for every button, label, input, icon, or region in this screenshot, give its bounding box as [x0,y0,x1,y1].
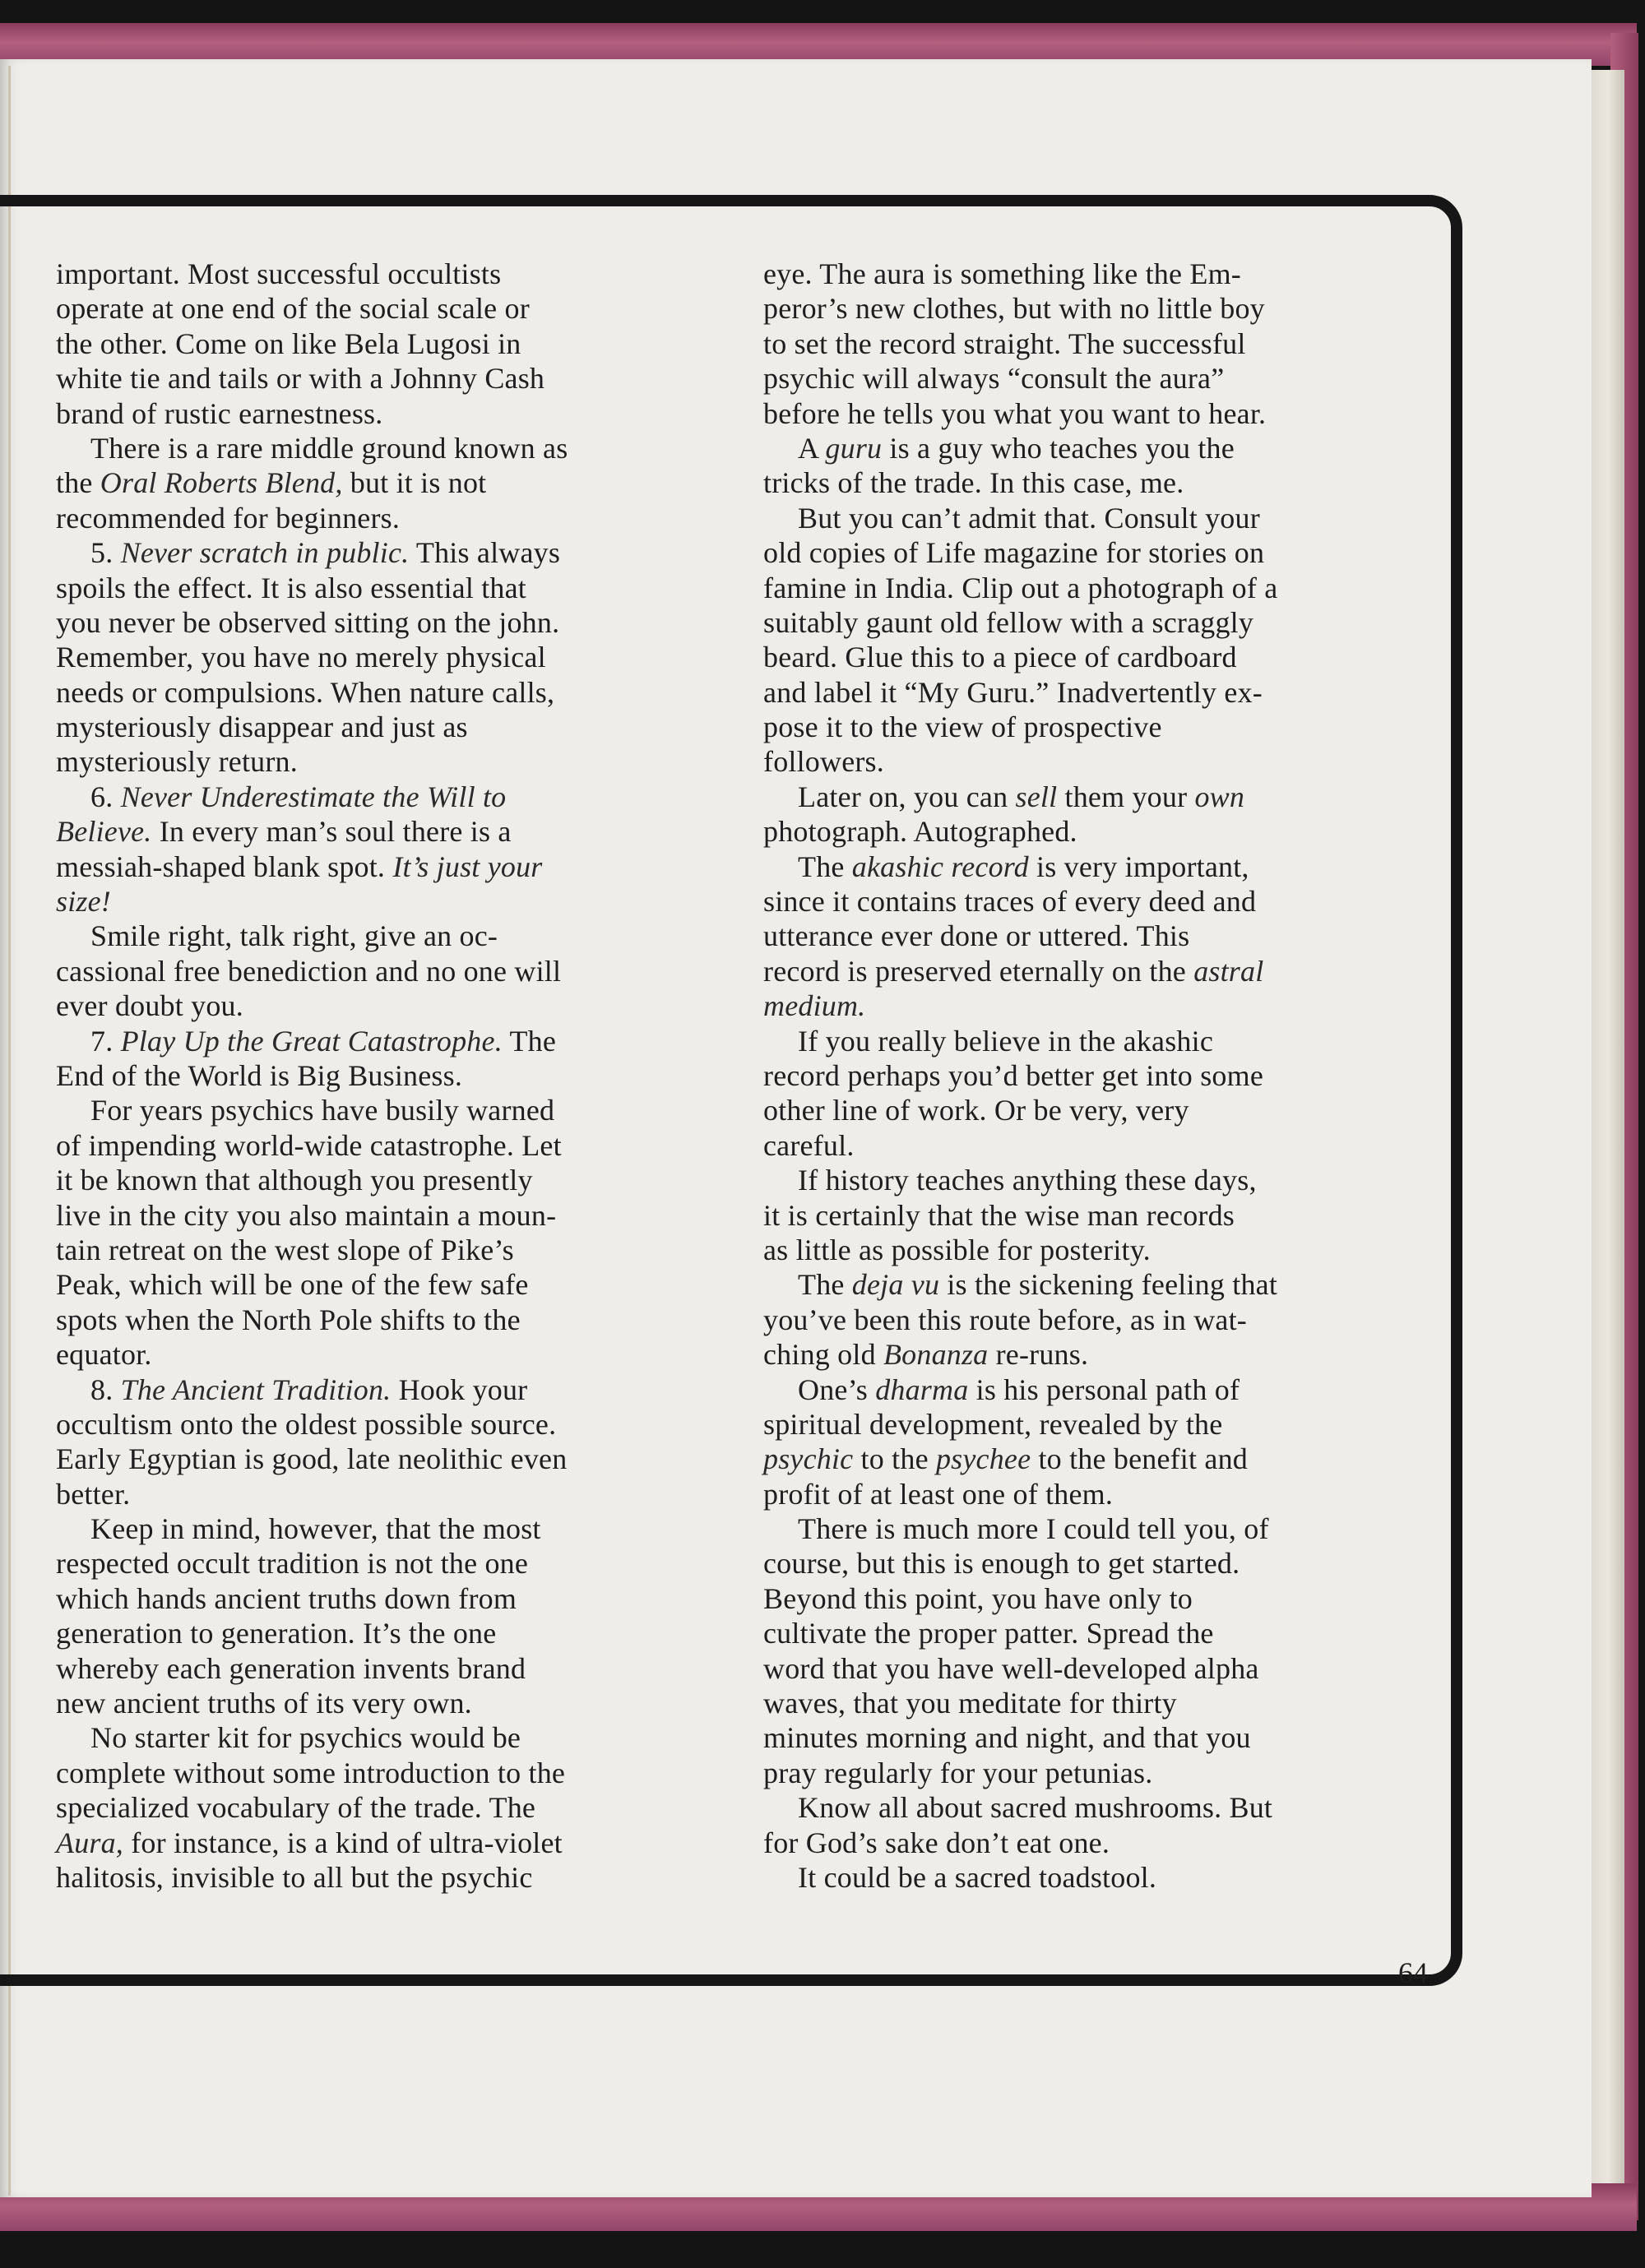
text-line [56,675,714,710]
text-line [763,535,1421,570]
text-line [763,1756,1421,1790]
text-segment: No starter kit for psychics would be [90,1721,521,1755]
text-segment: to set the record straight. The successful [763,326,1246,360]
text-segment: brand of rustic earnestness. [56,396,383,430]
text-line [56,1407,714,1442]
text-segment: beard. Glue this to a piece of cardboard [763,641,1237,674]
text-line [56,954,714,988]
text-segment: the other. Come on like Bela Lugosi in [56,326,521,360]
text-segment: record is preserved eternally on the [763,954,1194,988]
text-line [56,1686,714,1720]
italic-text: The Ancient Tradition. [120,1372,392,1406]
left-text-column [56,257,714,1895]
text-segment: End of the World is Big Business. [56,1058,463,1092]
text-line [56,1442,714,1476]
text-segment: spots when the North Pole shifts to the [56,1303,521,1336]
text-line [763,1546,1421,1581]
text-segment: utterance ever done or uttered. This [763,919,1190,953]
text-segment: Beyond this point, you have only to [763,1581,1193,1615]
text-line [56,1720,714,1755]
text-segment: 8. [90,1372,121,1406]
text-segment: The [798,849,852,883]
text-segment: If history teaches anything these days, [798,1164,1257,1197]
text-line [56,1651,714,1686]
text-line [763,1303,1421,1337]
text-line [56,1477,714,1511]
text-line [763,257,1421,291]
text-line [56,1093,714,1127]
text-segment: ching old [763,1338,883,1372]
text-line [56,849,714,884]
text-line [56,1756,714,1790]
text-segment: of impending world-wide catastrophe. Let [56,1128,562,1162]
text-segment: famine in India. Clip out a photograph of a [763,571,1278,604]
text-line [56,1511,714,1546]
text-segment: to the [853,1442,936,1476]
text-line [56,988,714,1023]
text-line [56,1337,714,1372]
text-line [763,1337,1421,1372]
text-segment: them your [1057,780,1195,813]
italic-text: Believe. [56,815,152,849]
italic-text: size! [56,885,111,919]
text-line [56,571,714,605]
text-segment: equator. [56,1338,152,1372]
right-text-column [763,257,1421,1895]
text-line [56,1372,714,1407]
text-segment: ever doubt you. [56,989,243,1023]
text-segment: complete without some introduction to the [56,1756,566,1789]
text-segment: There is much more I could tell you, of [798,1512,1269,1546]
italic-text: Never Underestimate the Will to [120,780,507,813]
text-segment: The [798,1268,852,1302]
text-segment: mysteriously disappear and just as [56,710,468,744]
text-segment: Peak, which will be one of the few safe [56,1268,529,1302]
text-line [56,640,714,674]
text-segment: pose it to the view of prospective [763,710,1162,744]
text-segment: white tie and tails or with a Johnny Cash [56,362,545,396]
text-line [763,1790,1421,1825]
text-segment: The [502,1024,557,1058]
text-line [763,1477,1421,1511]
text-segment: One’s [798,1372,876,1406]
text-segment: In every man’s soul there is a [151,815,512,849]
text-segment: it be known that although you presently [56,1164,533,1197]
italic-text: psychic [763,1442,854,1476]
text-line [763,501,1421,535]
text-line [56,1860,714,1895]
italic-text: Bonanza [883,1338,989,1372]
text-line [56,1058,714,1093]
italic-text: sell [1015,780,1058,813]
text-segment: since it contains traces of every deed and [763,885,1257,919]
text-segment: specialized vocabulary of the trade. The [56,1791,536,1825]
text-line [763,1233,1421,1267]
text-segment: recommended for beginners. [56,501,401,535]
text-line [56,605,714,640]
text-segment: psychic will always “consult the aura” [763,362,1225,396]
text-line [56,291,714,326]
text-line [763,1442,1421,1476]
text-line [56,257,714,291]
text-segment: you’ve been this route before, as in wat- [763,1303,1247,1336]
text-line [56,919,714,953]
text-segment: you never be observed sitting on the john. [56,605,560,639]
text-segment: it is certainly that the wise man records [763,1198,1235,1232]
text-segment: before he tells you what you want to hear. [763,396,1267,430]
text-line [763,1581,1421,1616]
text-line [763,1860,1421,1895]
text-segment: suitably gaunt old fellow with a scraggly [763,605,1254,639]
text-line [763,1686,1421,1720]
text-line [56,814,714,849]
text-segment: Smile right, talk right, give an oc- [90,919,498,953]
text-segment: as little as possible for posterity. [763,1233,1151,1266]
text-line [56,1163,714,1197]
text-line [763,465,1421,500]
text-line [763,1826,1421,1860]
text-segment: is the sickening feeling that [939,1268,1278,1302]
text-segment: needs or compulsions. When nature calls, [56,675,555,709]
text-segment: is a guy who teaches you the [882,431,1235,465]
text-segment: cassional free benediction and no one will [56,954,562,988]
text-segment: word that you have well-developed alpha [763,1651,1259,1685]
text-segment: spoils the effect. It is also essential that [56,571,527,604]
text-segment: photograph. Autographed. [763,815,1077,849]
text-line [56,501,714,535]
text-segment: for God’s sake don’t eat one. [763,1826,1110,1859]
text-segment: There is a rare middle ground known as [90,431,568,465]
text-line [56,431,714,465]
text-segment: waves, that you meditate for thirty [763,1687,1177,1720]
text-segment: but it is not [342,466,487,500]
text-segment: Remember, you have no merely physical [56,641,546,674]
text-line [56,465,714,500]
text-line [763,1128,1421,1163]
text-segment: spiritual development, revealed by the [763,1407,1223,1441]
text-segment: respected occult tradition is not the one [56,1547,529,1581]
text-line [763,605,1421,640]
text-segment: other line of work. Or be very, very [763,1094,1189,1127]
text-segment: peror’s new clothes, but with no little boy [763,292,1265,326]
italic-text: deja vu [851,1268,940,1302]
text-line [56,744,714,779]
text-line [763,361,1421,396]
text-segment: Early Egyptian is good, late neolithic even [56,1442,568,1476]
text-segment: new ancient truths of its very own. [56,1687,472,1720]
text-segment: It could be a sacred toadstool. [798,1860,1157,1894]
text-segment: pray regularly for your petunias. [763,1756,1153,1789]
page-number: 64 [1398,1956,1428,1989]
text-line [763,1093,1421,1127]
text-segment: eye. The aura is something like the Em- [763,257,1241,290]
text-segment: whereby each generation invents brand [56,1651,526,1685]
text-line [56,1198,714,1233]
text-segment: for instance, is a kind of ultra-violet [123,1826,563,1859]
text-line [56,884,714,919]
italic-text: It’s just your [392,849,543,883]
text-line [56,1128,714,1163]
text-line [763,988,1421,1023]
italic-text: own [1194,780,1245,813]
text-line [763,1651,1421,1686]
text-segment: Hook your [391,1372,528,1406]
text-segment: occultism onto the oldest possible source. [56,1407,557,1441]
text-segment: Keep in mind, however, that the most [90,1512,541,1546]
italic-text: Aura, [56,1826,123,1859]
text-line [763,1198,1421,1233]
text-line [763,849,1421,884]
text-line [763,1511,1421,1546]
text-segment: is very important, [1028,849,1249,883]
text-segment: is his personal path of [968,1372,1240,1406]
text-line [56,535,714,570]
text-line [56,326,714,361]
text-segment: to the benefit and [1031,1442,1248,1476]
italic-text: akashic record [851,849,1029,883]
text-line [56,1546,714,1581]
text-line [763,1163,1421,1197]
text-segment: re-runs. [988,1338,1089,1372]
text-line [763,1407,1421,1442]
italic-text: medium. [763,989,866,1023]
text-line [763,326,1421,361]
text-line [763,710,1421,744]
text-segment: tricks of the trade. In this case, me. [763,466,1184,500]
text-line [763,396,1421,431]
text-line [763,1058,1421,1093]
text-segment: 5. [90,536,121,570]
text-line [763,884,1421,919]
text-segment: mysteriously return. [56,745,298,779]
text-segment: tain retreat on the west slope of Pike’s [56,1233,514,1266]
text-segment: For years psychics have busily warned [90,1094,555,1127]
text-segment: 6. [90,780,121,813]
text-segment: cultivate the proper patter. Spread the [763,1617,1214,1650]
text-line [763,1616,1421,1650]
text-segment: A [798,431,826,465]
italic-text: psychee [935,1442,1031,1476]
text-line [763,1720,1421,1755]
text-segment: Later on, you can [798,780,1016,813]
text-line [56,396,714,431]
text-line [56,710,714,744]
text-segment: Know all about sacred mushrooms. But [798,1791,1273,1825]
text-segment: 7. [90,1024,121,1058]
text-line [763,919,1421,953]
text-segment: live in the city you also maintain a moun- [56,1198,557,1232]
text-segment: profit of at least one of them. [763,1477,1114,1511]
text-line [763,814,1421,849]
text-segment: operate at one end of the social scale or [56,292,530,326]
text-line [56,780,714,814]
text-segment: better. [56,1477,131,1511]
text-segment: which hands ancient truths down from [56,1581,517,1615]
text-segment: the [56,466,100,500]
text-segment: and label it “My Guru.” Inadvertently ex- [763,675,1263,709]
text-line [763,1267,1421,1302]
text-line [56,1790,714,1825]
italic-text: Oral Roberts Blend, [100,466,343,500]
text-segment: record perhaps you’d better get into some [763,1058,1264,1092]
text-segment: But you can’t admit that. Consult your [798,501,1260,535]
text-segment: If you really believe in the akashic [798,1024,1213,1058]
text-line [763,744,1421,779]
text-segment: messiah-shaped blank spot. [56,849,393,883]
italic-text: Never scratch in public. [120,536,410,570]
text-line [56,1581,714,1616]
text-line [763,571,1421,605]
text-line [763,431,1421,465]
text-segment: halitosis, invisible to all but the psychic [56,1860,533,1894]
text-line [763,1024,1421,1058]
text-segment: careful. [763,1128,855,1162]
text-line [763,954,1421,988]
italic-text: Play Up the Great Catastrophe. [120,1024,503,1058]
text-line [56,1233,714,1267]
text-line [56,1616,714,1650]
italic-text: astral [1193,954,1264,988]
text-segment: This always [409,536,561,570]
italic-text: guru [825,431,883,465]
text-line [763,1372,1421,1407]
text-segment: old copies of Life magazine for stories on [763,536,1265,570]
text-segment: course, but this is enough to get started. [763,1547,1240,1581]
text-line [763,675,1421,710]
text-line [763,640,1421,674]
text-line [763,780,1421,814]
italic-text: dharma [875,1372,969,1406]
text-segment: generation to generation. It’s the one [56,1617,497,1650]
text-segment: important. Most successful occultists [56,257,502,290]
text-line [56,1024,714,1058]
text-line [56,1826,714,1860]
text-line [56,1267,714,1302]
text-segment: followers. [763,745,884,779]
text-segment: minutes morning and night, and that you [763,1721,1251,1755]
text-line [56,1303,714,1337]
text-line [763,291,1421,326]
text-line [56,361,714,396]
